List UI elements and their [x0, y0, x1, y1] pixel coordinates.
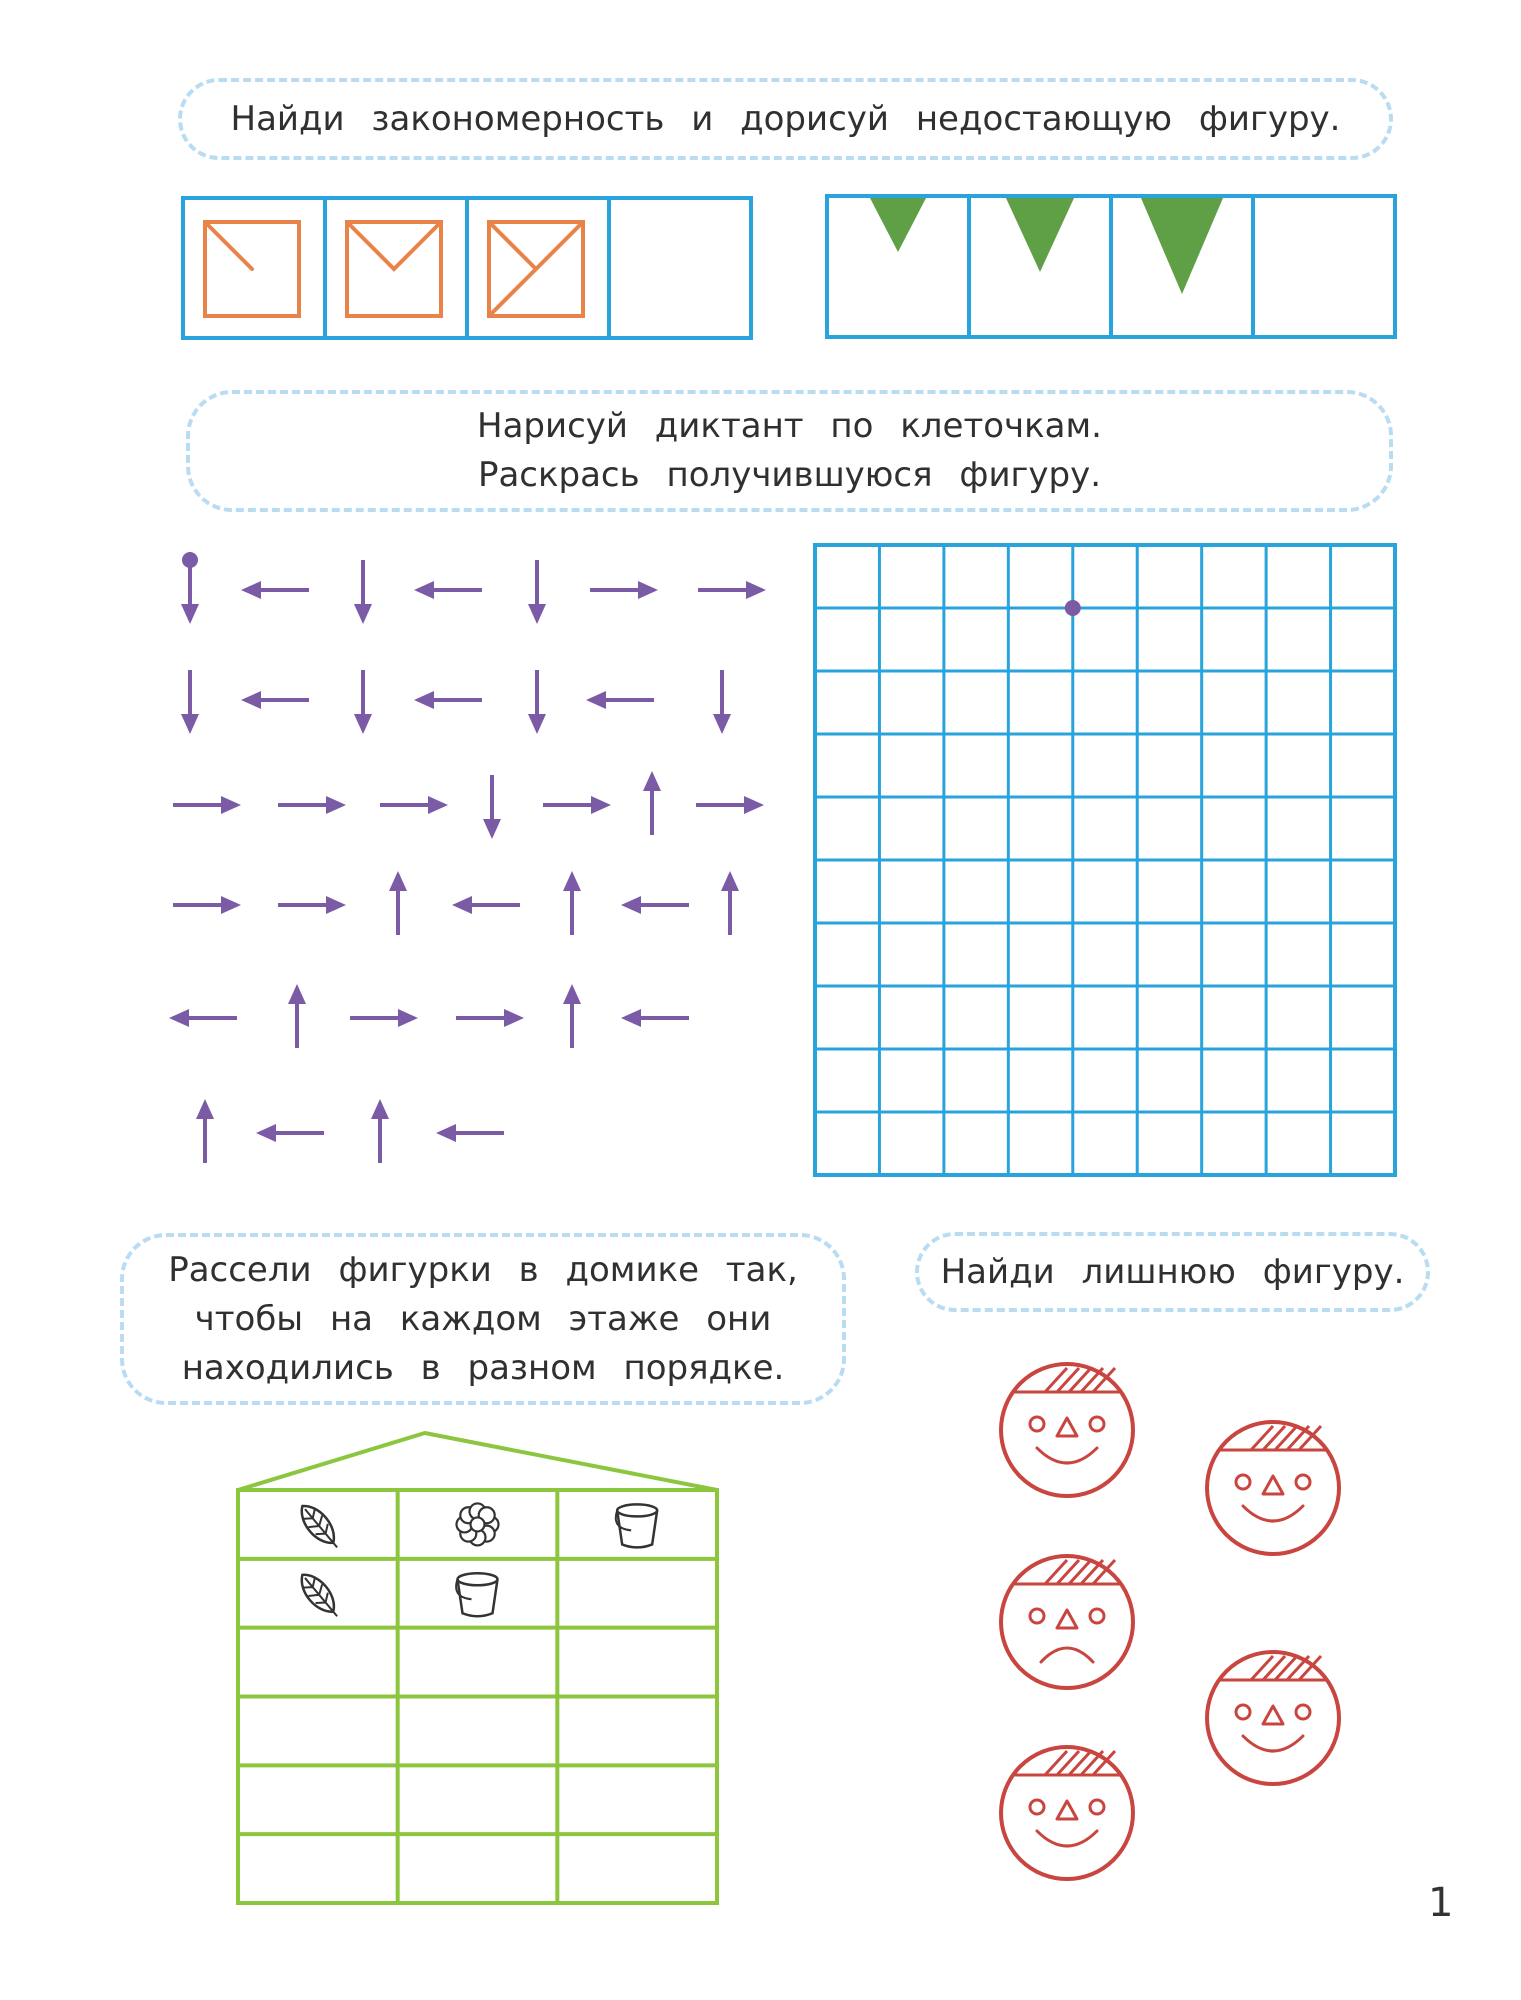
bucket-rim: [458, 1573, 498, 1585]
arrow-head: [241, 581, 261, 599]
face-icon[interactable]: [1001, 1364, 1133, 1496]
arrow-up-icon: [288, 984, 306, 1048]
arrow-head: [638, 581, 658, 599]
arrow-head: [288, 984, 306, 1004]
arrow-head: [196, 1099, 214, 1119]
house-cell: [616, 1504, 657, 1547]
empty-house-cell[interactable]: [560, 1562, 714, 1625]
envelope-lines: [205, 222, 252, 269]
instruction-house-line-1: Рассели фигурки в домике так,: [168, 1249, 798, 1290]
empty-answer-cell[interactable]: [613, 202, 747, 334]
arrow-head: [398, 1009, 418, 1027]
house-cell: [456, 1573, 497, 1616]
arrow-head: [436, 1124, 456, 1142]
green-triangle: [1006, 198, 1074, 272]
pattern-row-envelopes: [183, 198, 751, 338]
arrow-down-icon: [181, 670, 199, 734]
arrow-head: [563, 984, 581, 1004]
arrow-head: [256, 1124, 276, 1142]
envelope-lines: [489, 222, 583, 316]
arrow-up-icon: [563, 984, 581, 1048]
pattern-cell: [489, 222, 583, 316]
arrow-up-icon: [196, 1099, 214, 1163]
arrow-up-icon: [563, 871, 581, 935]
arrow-left-icon: [621, 1009, 689, 1027]
arrow-head: [483, 819, 501, 839]
arrow-right-icon: [350, 1009, 418, 1027]
leaf-veins: [298, 1503, 344, 1553]
pattern-row-triangles: [827, 196, 1395, 337]
face-icon[interactable]: [1001, 1747, 1133, 1879]
arrow-right-icon: [543, 796, 611, 814]
house-grid[interactable]: [238, 1433, 717, 1903]
house-cell: [294, 1499, 345, 1554]
green-triangle: [870, 198, 926, 252]
arrow-head: [528, 714, 546, 734]
arrow-right-icon: [380, 796, 448, 814]
house-cell[interactable]: [401, 1837, 555, 1900]
empty-house-cell[interactable]: [241, 1837, 395, 1900]
empty-house-cell[interactable]: [241, 1700, 395, 1763]
empty-house-cell[interactable]: [401, 1631, 555, 1694]
arrow-left-icon: [621, 896, 689, 914]
arrow-up-icon: [721, 871, 739, 935]
arrow-head: [621, 1009, 641, 1027]
arrow-head: [504, 1009, 524, 1027]
instruction-dictation-line-2: Раскрась получившуюся фигуру.: [477, 455, 1102, 495]
arrow-up-icon: [643, 771, 661, 835]
arrow-down-icon: [528, 670, 546, 734]
empty-house-cell[interactable]: [560, 1837, 714, 1900]
instruction-odd-one-text: Найди лишнюю фигуру.: [940, 1251, 1405, 1292]
bucket-icon: [456, 1573, 497, 1616]
arrow-head: [354, 714, 372, 734]
empty-house-cell[interactable]: [241, 1768, 395, 1831]
arrow-right-icon: [590, 581, 658, 599]
house-cell[interactable]: [241, 1837, 395, 1900]
empty-house-cell[interactable]: [401, 1768, 555, 1831]
arrow-head: [181, 714, 199, 734]
house-cell[interactable]: [241, 1768, 395, 1831]
arrow-down-icon: [354, 670, 372, 734]
empty-house-cell[interactable]: [241, 1631, 395, 1694]
arrow-down-icon: [713, 670, 731, 734]
empty-house-cell[interactable]: [401, 1837, 555, 1900]
faces-group: [1001, 1364, 1339, 1879]
leaf-icon: [294, 1499, 345, 1554]
arrow-head: [746, 581, 766, 599]
arrow-head: [221, 896, 241, 914]
arrow-head: [354, 604, 372, 624]
dictation-arrows: [169, 552, 766, 1163]
arrow-left-icon: [586, 691, 654, 709]
arrow-head: [326, 896, 346, 914]
arrow-head: [428, 796, 448, 814]
flower-icon: [457, 1503, 499, 1545]
arrow-head: [452, 896, 472, 914]
leaf-veins: [298, 1572, 344, 1622]
arrow-head: [744, 796, 764, 814]
house-cell[interactable]: [241, 1631, 395, 1694]
arrow-left-icon: [256, 1124, 324, 1142]
arrow-head: [586, 691, 606, 709]
house-cell[interactable]: [560, 1562, 714, 1625]
instruction-pattern-text: Найди закономерность и дорисуй недостающую фигуру.: [230, 98, 1341, 139]
arrow-down-icon: [181, 560, 199, 624]
house-cell[interactable]: [401, 1768, 555, 1831]
arrow-left-icon: [452, 896, 520, 914]
instruction-dictation-line-1: Нарисуй диктант по клеточкам.: [477, 406, 1102, 446]
arrow-head: [221, 796, 241, 814]
arrow-head: [389, 871, 407, 891]
arrow-down-icon: [354, 560, 372, 624]
arrow-head: [414, 691, 434, 709]
house-roof: [238, 1433, 717, 1490]
arrow-right-icon: [278, 796, 346, 814]
arrow-right-icon: [698, 581, 766, 599]
pattern-cell: [347, 222, 441, 316]
house-cell[interactable]: [241, 1700, 395, 1763]
face-icon[interactable]: [1207, 1422, 1339, 1554]
arrow-head: [643, 771, 661, 791]
arrow-left-icon: [241, 691, 309, 709]
instruction-house-line-3: находились в разном порядке.: [181, 1347, 785, 1388]
arrow-left-icon: [436, 1124, 504, 1142]
arrow-left-icon: [169, 1009, 237, 1027]
empty-answer-cell[interactable]: [1257, 200, 1391, 333]
arrow-head: [169, 1009, 189, 1027]
house-cell[interactable]: [401, 1700, 555, 1763]
arrow-left-icon: [241, 581, 309, 599]
bucket-icon: [616, 1504, 657, 1547]
grid-start-dot-icon: [1065, 600, 1081, 616]
arrow-head: [414, 581, 434, 599]
arrow-down-icon: [528, 560, 546, 624]
arrow-up-icon: [371, 1099, 389, 1163]
arrow-head: [181, 604, 199, 624]
house-cell[interactable]: [560, 1768, 714, 1831]
arrow-head: [371, 1099, 389, 1119]
house-cell[interactable]: [560, 1700, 714, 1763]
arrow-down-icon: [483, 775, 501, 839]
house-cell: [457, 1503, 499, 1545]
instruction-house-line-2: чтобы на каждом этаже они: [194, 1298, 772, 1339]
arrow-right-icon: [173, 896, 241, 914]
arrow-right-icon: [696, 796, 764, 814]
arrow-left-icon: [414, 581, 482, 599]
empty-house-cell[interactable]: [560, 1700, 714, 1763]
arrow-head: [528, 604, 546, 624]
arrow-head: [621, 896, 641, 914]
arrow-head: [721, 871, 739, 891]
pattern-cell[interactable]: [613, 202, 747, 334]
arrow-head: [591, 796, 611, 814]
flower-center: [471, 1517, 485, 1531]
arrow-head: [326, 796, 346, 814]
arrow-left-icon: [414, 691, 482, 709]
house-cell[interactable]: [560, 1837, 714, 1900]
arrow-right-icon: [278, 896, 346, 914]
start-dot-icon: [182, 552, 198, 568]
dictation-grid[interactable]: [815, 545, 1395, 1175]
bucket-rim: [617, 1504, 657, 1516]
arrow-up-icon: [389, 871, 407, 935]
page-number: 1: [1428, 1880, 1454, 1926]
pattern-cell: [205, 222, 299, 316]
arrow-head: [713, 714, 731, 734]
green-triangle: [1141, 198, 1223, 294]
empty-house-cell[interactable]: [560, 1768, 714, 1831]
arrow-right-icon: [456, 1009, 524, 1027]
face-icon[interactable]: [1207, 1652, 1339, 1784]
face-icon[interactable]: [1001, 1556, 1133, 1688]
arrow-right-icon: [173, 796, 241, 814]
empty-house-cell[interactable]: [401, 1700, 555, 1763]
arrow-head: [563, 871, 581, 891]
arrow-head: [241, 691, 261, 709]
leaf-icon: [294, 1568, 345, 1623]
envelope-lines: [347, 222, 441, 269]
house-cell: [294, 1568, 345, 1623]
house-cell[interactable]: [560, 1631, 714, 1694]
empty-house-cell[interactable]: [560, 1631, 714, 1694]
house-cell[interactable]: [401, 1631, 555, 1694]
